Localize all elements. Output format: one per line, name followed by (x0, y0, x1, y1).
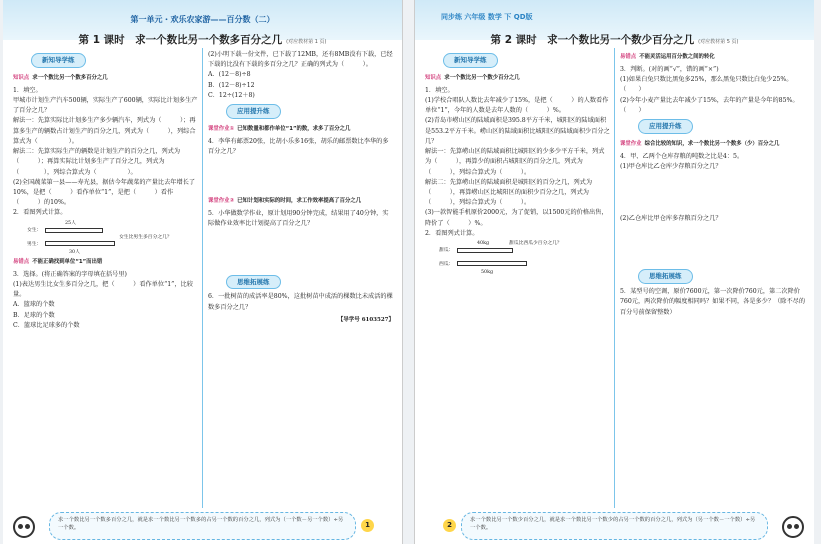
question-text: 2．看图列式计算。 (13, 209, 67, 217)
question-text: 4．李华有邮票20张，比胡小乐多16张，胡乐的邮票数比李华的多百分之几？ (208, 137, 389, 156)
section-pill: 思维拓展练 (226, 275, 281, 290)
right-column-1 (425, 50, 610, 277)
lesson-title: 第 2 课时 求一个数比另一个数少百分之几 (对应教材第 5 页) (490, 34, 739, 46)
mistake-point: 易错点 不能正确找到单位“1”而出错 (13, 258, 103, 265)
column-divider (614, 48, 615, 508)
option-text: A．(12－8)÷8 (208, 71, 251, 79)
section-pill: 新知导学练 (443, 53, 498, 68)
column-divider (202, 48, 203, 508)
knowledge-point: 知识点 求一个数比另一个数少百分之几 (425, 74, 520, 81)
knowledge-point: 知识点 求一个数比另一个数多百分之几 (13, 74, 108, 81)
question-text: 3．选择。(将正确答案的字母填在括号里) (13, 270, 127, 278)
summary-box: 求一个数比另一个数少百分之几，就是求一个数比另一个数少的占另一个数的百分之几，列式为（另一个数－一个数）÷另一个数。 (461, 512, 768, 540)
left-column-2 (208, 50, 394, 325)
question-text: (2)青岛市崂山区的陆域面积是395.8平方千米，城阳区的陆域面积是553.2平方千米。崂山区的陆域面积比城阳区的陆域面积少百分之几？ (425, 117, 610, 145)
knowledge-point: 课堂作业② 已知计划和实际的时间，求工作效率提高了百分之几 (208, 198, 362, 205)
question-text: (2)全国蔬菜第一县——寿光县，据估今年蔬菜的产量比去年增长了10%，是把（ ）看作单位“1”，是把（ ）看作（ ）的10%。 (13, 178, 196, 207)
option-text: C．12÷(12＋8) (208, 91, 255, 99)
section-pill: 新知导学练 (31, 53, 86, 68)
question-text: 2．看图列式计算。 (425, 229, 479, 237)
right-page (414, 0, 814, 544)
lesson-title: 第 1 课时 求一个数比另一个数多百分之几 (对应教材第 1 页) (78, 34, 327, 46)
question-text: 3．判断。(对的画“√”，错的画“×”) (620, 65, 719, 73)
question-text: 1．填空。 (425, 86, 454, 94)
question-text: (1)学校合唱队人数比去年减少了15%，是把（ ）的人数看作单位“1”，今年的人数是去年人数的（ ）%。 (425, 96, 609, 115)
summary-box: 求一个数比另一个数多百分之几，就是求一个数比另一个数多的占另一个数的百分之几，列式为（一个数－另一个数）÷另一个数。 (49, 512, 356, 540)
left-column-1 (13, 50, 198, 331)
left-page (3, 0, 403, 544)
section-pill: 思维拓展练 (638, 269, 693, 284)
question-text: (1)甲仓库比乙仓库少存粮百分之几？ (620, 162, 722, 170)
bar-watermelon (457, 261, 527, 266)
reference-code: 【导学号 6103527】 (337, 316, 394, 323)
question-text: 解法二：先算崂山区的陆域面积是城阳区的百分之几，列式为（ ），再算崂山区比城阳区的面积少百分之几，列式为（ ），列综合算式为（ ）。 (425, 178, 593, 207)
question-text: (3)一款智能手机原价2000元，为了促销，以1500元的价格出售，降价了（ ）%。 (425, 209, 608, 227)
page-number: 2 (443, 519, 456, 532)
question-text: 解法二：先算实际生产的辆数是计划生产的百分之几，列式为（ ）；再算实际比计划多生产了百分之几，列式为（ ），列综合算式为（ ）。 (13, 148, 181, 176)
bar-diagram: 甜瓜： 西瓜： 40kg 甜瓜比西瓜少百分之几？ 50kg (439, 241, 562, 276)
section-pill: 应用提升练 (226, 104, 281, 119)
question-text: 甲城市计划生产汽车500辆，实际生产了600辆，实际比计划多生产了百分之几？ (13, 96, 198, 115)
bar-diagram: 女生： 男生： 25人 女生比男生多百分之几？ 30人 (27, 220, 172, 255)
bar-boys (45, 241, 115, 246)
question-text: 5．某型号的空调，原价7600元，第一次降价760元，第二次降价760元，两次降价的幅度相同吗？如果不同，各是多少？（除不尽的百分号前保留整数） (620, 288, 806, 316)
bar-girls (45, 228, 103, 233)
section-pill: 应用提升练 (638, 119, 693, 134)
question-text: (1)如果白兔只数比黑兔多25%，那么黑兔只数比白兔少25%。（ ） (620, 76, 793, 94)
series-label: 同步练 六年级 数学 下 QD版 (441, 13, 533, 21)
panda-mascot-icon (782, 516, 804, 538)
knowledge-point: 课堂作业 综合比较的知识，求一个数比另一个数多（少）百分之几 (620, 140, 780, 147)
option-text: C．篮球比足球多的个数 (13, 321, 80, 329)
question-text: (2)小明下载一份文件，已下载了12MB，还有8MB没有下载，已经下载的比没有下载的多百分之几？正确的列式为（ ）。 (208, 51, 393, 69)
option-text: A．篮球的个数 (13, 301, 55, 309)
question-text: (1)表达男生比女生多百分之几，把（ ）看作单位“1”，比较量。 (13, 280, 193, 299)
question-text: 6．一批树苗的成活率是80%，这批树苗中成活的棵数比未成活的棵数多百分之几？ (208, 293, 393, 311)
question-text: (2)今年小麦产量比去年减少了15%，去年的产量是今年的85%。（ ） (620, 96, 799, 114)
bar-melon (457, 248, 513, 253)
option-text: B．足球的个数 (13, 311, 55, 319)
question-text: 解法一：先算崂山区的陆域面积比城阳区的少多少平方千米，列式为（ ），再算少的面积占城阳区的百分之几，列式为（ ），列综合算式为（ ）。 (425, 148, 605, 176)
question-text: (2)乙仓库比甲仓库多存粮百分之几？ (620, 215, 722, 223)
question-text: 4．甲、乙两个仓库存粮的吨数之比是4：5。 (620, 152, 744, 160)
mistake-point: 易错点 不能灵活运用百分数之间的转化 (620, 54, 715, 60)
question-text: 1．填空。 (13, 86, 42, 94)
unit-title: 第一单元・欢乐农家游——百分数（二） (130, 15, 275, 24)
knowledge-point: 课堂作业① 已知数量和都作单位“1”的数，求多了百分之几 (208, 125, 351, 132)
panda-mascot-icon (13, 516, 35, 538)
question-text: 5．小华做数学作业，原计划用90分钟完成，结果用了40分钟，实际做作业效率比计划提高了百分之几？ (208, 210, 389, 228)
option-text: B．(12－8)÷12 (208, 81, 255, 89)
page-number: 1 (361, 519, 374, 532)
question-text: 解法一：先算实际比计划多生产多少辆汽车，列式为（ ）；再算多生产的辆数占计划生产的百分之几，列式为（ ），列综合算式为（ ）。 (13, 117, 196, 145)
right-column-2 (620, 50, 806, 318)
